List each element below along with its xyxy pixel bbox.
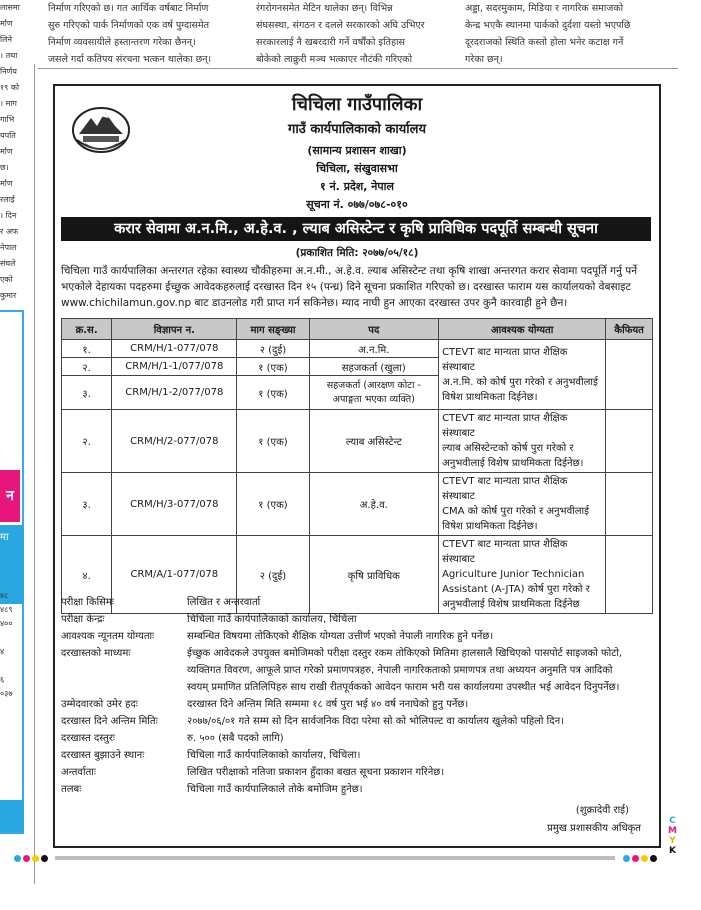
registration-bar [55,856,615,860]
cmyk-letter: M [668,826,677,836]
detail-row [61,696,653,713]
qual-line: CMA को कोर्ष पुरा गरेको र अनुभवीलाई [442,506,590,517]
text-fragment: नेपाल [0,243,17,252]
published-date: (प्रकाशित मिति: २०७७/०५/१८) [295,247,419,259]
qual-line: अनुभवीलाई विशेष प्राथमिकता दिईनेछ [442,599,580,610]
cmyk-color-marks [668,816,677,856]
ad-code-cell: CRM/H/1-1/077/078 [112,358,237,376]
table-header-row [62,319,653,340]
qual-line: CTEVT बाट मान्यता प्राप्त शैक्षिक संस्थाबाट [442,346,568,373]
intro-paragraph [61,263,653,311]
remarks-cell [606,473,653,536]
serial-cell: २. [62,358,112,376]
qual-line: Agriculture Junior Technician [442,569,585,580]
text-fragment: निर्णय [0,67,17,76]
text-fragment: । तथा [0,51,18,60]
detail-label: परीक्षा किसिमः [61,597,114,608]
qual-line: CTEVT बाट मान्यता प्राप्त शैक्षिक संस्थाबाट [442,539,568,565]
text-line: संघसस्था, संगठन र दलले सरकारको अघि उभिएर [256,20,425,31]
post-cell: ल्याब असिस्टेन्ट [309,410,439,473]
text-line: गरेका छन्। [465,54,503,65]
count-cell: १ (एक) [237,410,309,473]
number-fragment: ६ [0,675,5,684]
text-line: बोकेको लाक्रुरी मञ्च भत्काएर नौटंकी गरिएको [256,54,413,65]
detail-line: ईच्छुक आवेदकले उपयुक्त बमोजिमको परीक्षा दस्तुर रकम तोकिएको मितिमा हालसालै खिचिएको पासपोर्ट साइजको फोटो, [187,648,623,659]
count-cell: १ (एक) [237,358,309,376]
text-fragment: लासमा [0,3,20,12]
text-fragment: लिने [0,35,12,44]
serial-cell: २. [62,410,112,473]
detail-row [61,645,653,696]
count-cell: २ (दुई) [237,340,309,358]
detail-label: उम्मेदवारको उमेर हदः [61,699,138,710]
detail-row [61,764,653,781]
cyan-registration-dot [623,855,630,862]
qual-line: अ.न.मि. को कोर्ष पुरा गरेको र अनुभवीलाई [442,376,598,388]
qual-line: CTEVT बाट मान्यता प्राप्त शैक्षिक संस्थाबाट [442,476,568,502]
qual-line: विषेश प्राथमिकता दिईनेछ। [442,521,538,532]
detail-value: २०७७/०६/०१ गते सम्म सो दिन सार्वजनिक विदा परेमा सो को भोलिपल्ट वा कार्यालय खुलेको पहिलो दिन। [187,716,564,727]
text-fragment: एको [0,275,13,284]
detail-line: व्यक्तिगत विवरण, आफूले प्राप्त गरेको प्रमाणपत्रहरु, नेपाली नागरिकताको प्रमाणपत्र तथा अध्ययन अनुमति पत्र आदिको [187,665,613,676]
detail-row [61,713,653,730]
advert-numbers [0,590,30,710]
advert-cyan-block: मा [0,525,24,604]
ad-code-cell: CRM/H/3-077/078 [112,473,237,536]
cmyk-letter: Y [669,836,676,846]
serial-cell: १. [62,340,112,358]
text-fragment: । माग [0,99,17,108]
text-fragment: । दिन [0,211,17,220]
post-cell: सहजकर्ता (खुला) [309,358,439,376]
number-fragment: ४ [0,647,5,656]
detail-label: दरखास्तको माध्यमः [61,648,131,659]
detail-row [61,628,653,645]
top-article-column-1 [48,0,238,68]
intro-line: भएकोले देहायका पदहरुमा ईच्छुक आवेदकहरुलाई दरखास्त दिन १५ (पन्ध्र) दिने सूचना प्रकाशित गरिएको छ। दरखास्त फाराम यस कार्यालयको वेबसाइट [61,281,631,293]
magenta-registration-dot [632,855,639,862]
remarks-cell [606,340,653,410]
serial-cell: ३. [62,473,112,536]
text-line: अड्डा, सदरमुकाम, मिडिया र नागरिक समाजको [465,3,624,14]
text-fragment: र्माण [0,147,13,156]
post-cell: कृषि प्राविधिक [309,536,439,614]
cyan-registration-dot [14,855,21,862]
detail-label: दरखास्त बुझाउने स्थानः [61,750,145,761]
section-name: (सामान्य प्रशासन शाखा) [307,144,407,157]
vacancy-notice [53,84,661,848]
column-divider [34,64,35,884]
detail-line: स्वयम् प्रमाणित प्रतिलिपिहरु साथ राखी रीतपूर्वकको आवेदन फाराम भरी यस कार्यालयमा उपस्थीत भई आवेदन दिनुपर्नेछ। [187,682,620,693]
signatory-name: (शुक्रादेवी राई) [575,805,629,816]
number-fragment: ४८ [0,591,9,600]
number-fragment: ०३७ [0,689,13,698]
section-divider [38,68,678,69]
detail-row [61,781,653,798]
text-fragment: छ। [0,163,9,172]
detail-row [61,747,653,764]
text-line: निर्माण व्यवसायीले हस्तान्तरण गरेका छैनन्। [48,37,196,48]
column-header: क्र.स. [62,319,112,340]
count-cell: १ (एक) [237,376,309,410]
qualification-cell [439,473,606,536]
text-fragment: गाभि [0,115,15,124]
post-cell: सहजकर्ता (आरक्षण कोटा - अपाङ्गता भएका व्यक्ति) [309,376,439,410]
post-cell: अ.हे.व. [309,473,439,536]
detail-label: आवश्यक न्यूनतम योग्यताः [61,631,155,642]
table-row [62,340,653,358]
detail-value: चिचिला गाउँ कार्यपालिकाको कार्यालय, चिचिला। [187,750,361,761]
detail-row [61,594,653,611]
top-article-column-3 [465,0,665,68]
text-line: जसले गर्दा कतिपय संरचना भत्कन थालेका छन्। [48,54,212,65]
text-line: निर्माण गरिएको छ। गत आर्थिक वर्षबाट निर्माण [48,3,209,14]
detail-value: चिचिला गाउँ कार्यपालिकाको कार्यालय, चिचिला [187,614,357,625]
province: १ नं. प्रदेश, नेपाल [320,180,394,193]
notice-number: सूचना नं. ०७७/०७८-०१० [306,198,408,211]
intro-line: www.chichilamun.gov.np बाट डाउनलोड गरी प्राप्त गर्न सकिनेछ। म्याद नाघी हुन आएका दरखास्त उपर कुनै कारवाही हुने छैन। [61,297,568,309]
serial-cell: ३. [62,376,112,410]
qual-line: विषेश प्राथमिकता दिईनेछ। [442,391,538,403]
magenta-registration-dot [23,855,30,862]
text-fragment: र्माण [0,19,13,28]
yellow-registration-dot [641,855,648,862]
municipality-name: चिचिला गाउँपालिका [291,94,423,115]
advert-cyan-block-bottom [0,800,24,832]
qual-line: अनुभवीलाई विशेष प्राथमिकता दिईनेछ। [442,458,584,469]
signatory-title: प्रमुख प्रशासकीय अधिकृत [547,823,641,834]
ad-code-cell: CRM/H/2-077/078 [112,410,237,473]
cmyk-letter: K [668,846,676,856]
table-row [62,410,653,473]
column-header: आवश्यक योग्यता [439,319,606,340]
text-line: रंगरोगनसमेत मेटिन थालेका छन्। विभिन्न [256,3,393,14]
text-fragment: कुमार [0,291,17,300]
qual-line: CTEVT बाट मान्यता प्राप्त शैक्षिक संस्थाबाट [442,413,568,439]
text-line: सुरु गरिएको पार्क निर्माणको एक वर्ष पुग्दासमेत [48,20,209,31]
detail-value: सम्बन्धित विषयमा तोकिएको शैक्षिक योग्यता उत्तीर्ण भएको नेपाली नागरिक हुने पर्नेछ। [187,631,494,642]
ad-code-cell: CRM/A/1-077/078 [112,536,237,614]
yellow-registration-dot [32,855,39,862]
detail-label: दरखास्त दस्तुरः [61,733,115,744]
column-header: कैफियत [606,319,653,340]
count-cell: १ (एक) [237,473,309,536]
black-registration-dot [41,855,48,862]
detail-label: परीक्षा केन्द्रः [61,614,105,625]
text-line: सरकारलाई नै खबरदारी गर्ने वर्षौंको इतिहास [256,37,405,48]
detail-row [61,730,653,747]
black-registration-dot [650,855,657,862]
detail-value: रु. ५०० (सबै पदको लागि) [187,733,284,744]
column-header: पद [309,319,439,340]
text-fragment: र्माण [0,179,13,188]
serial-cell: ४. [62,536,112,614]
cmyk-letter: C [669,816,676,826]
detail-value: दरखास्त दिने अन्तिम मिति सम्ममा १८ वर्ष पुरा भई ४० वर्ष ननाघेको हुनु पर्नेछ। [187,699,469,710]
vacancy-table [61,318,653,614]
qualification-cell [439,410,606,473]
qualification-cell [439,340,606,410]
top-article-column-2 [256,0,452,68]
text-fragment: १९ को [0,83,20,92]
intro-line: चिचिला गाउँ कार्यपालिका अन्तरगत रहेका स्वास्थ्य चौकीहरुमा अ.न.मी., अ.हे.व. ल्याब असिस्टेन्ट तथा कृषि शाखा अन्तरगत करार सेवामा पदपूर्ति गर्नु पर्ने [61,265,638,277]
column-header: माग सङ्ख्या [237,319,309,340]
count-cell: २ (दुई) [237,536,309,614]
ad-code-cell: CRM/H/1-2/077/078 [112,376,237,410]
number-fragment: ४८९ [0,605,13,614]
office-title: गाउँ कार्यपालिकाको कार्यालय [288,122,426,137]
detail-value: लिखित परीक्षाको नतिजा प्रकाशन हुँदाका बखत सूचना प्रकाशन गरिनेछ। [187,767,445,778]
detail-value: लिखित र अन्तरवार्ता [187,597,261,608]
office-location: चिचिला, संखुवासभा [316,162,398,175]
application-details [61,594,653,798]
advert-pink-tab: न [0,470,20,522]
text-fragment: रलाई [0,195,15,204]
text-line: केन्द्र भएकै स्थानमा पार्कको दुर्दशा यस्तो भएपछि [465,20,631,31]
detail-label: तलबः [61,784,82,795]
text-line: दूरदराजको स्थिति कस्तो होला भनेर कटाक्ष गर्ने [465,37,624,48]
detail-value [187,645,653,696]
detail-label: दरखास्त दिने अन्तिम मितिः [61,716,158,727]
detail-value: चिचिला गाउँ कार्यपालिकाले तोके बमोजिम हुनेछ। [187,784,363,795]
detail-row [61,611,653,628]
number-fragment: ४०० [0,619,13,628]
notice-title-banner: करार सेवामा अ.न.मि., अ.हे.व. , ल्याब असिस्टेन्ट र कृषि प्राविधिक पदपूर्ति सम्बन्धी सूचना [61,217,651,241]
qual-line: ल्याब असिस्टेन्टको कोर्ष पुरा गरेको र [442,443,574,454]
column-header: विज्ञापन न. [112,319,237,340]
text-fragment: संघले [0,259,16,268]
remarks-cell [606,410,653,473]
post-cell: अ.न.मि. [309,340,439,358]
qual-line: Assistant (A-JTA) कोर्ष पुरा गरेको र [442,584,590,595]
text-fragment: यपति [0,131,16,140]
table-row [62,473,653,536]
ad-code-cell: CRM/H/1-077/078 [112,340,237,358]
detail-label: अन्तर्वाताः [61,767,96,778]
text-fragment: र अफ [0,227,19,236]
